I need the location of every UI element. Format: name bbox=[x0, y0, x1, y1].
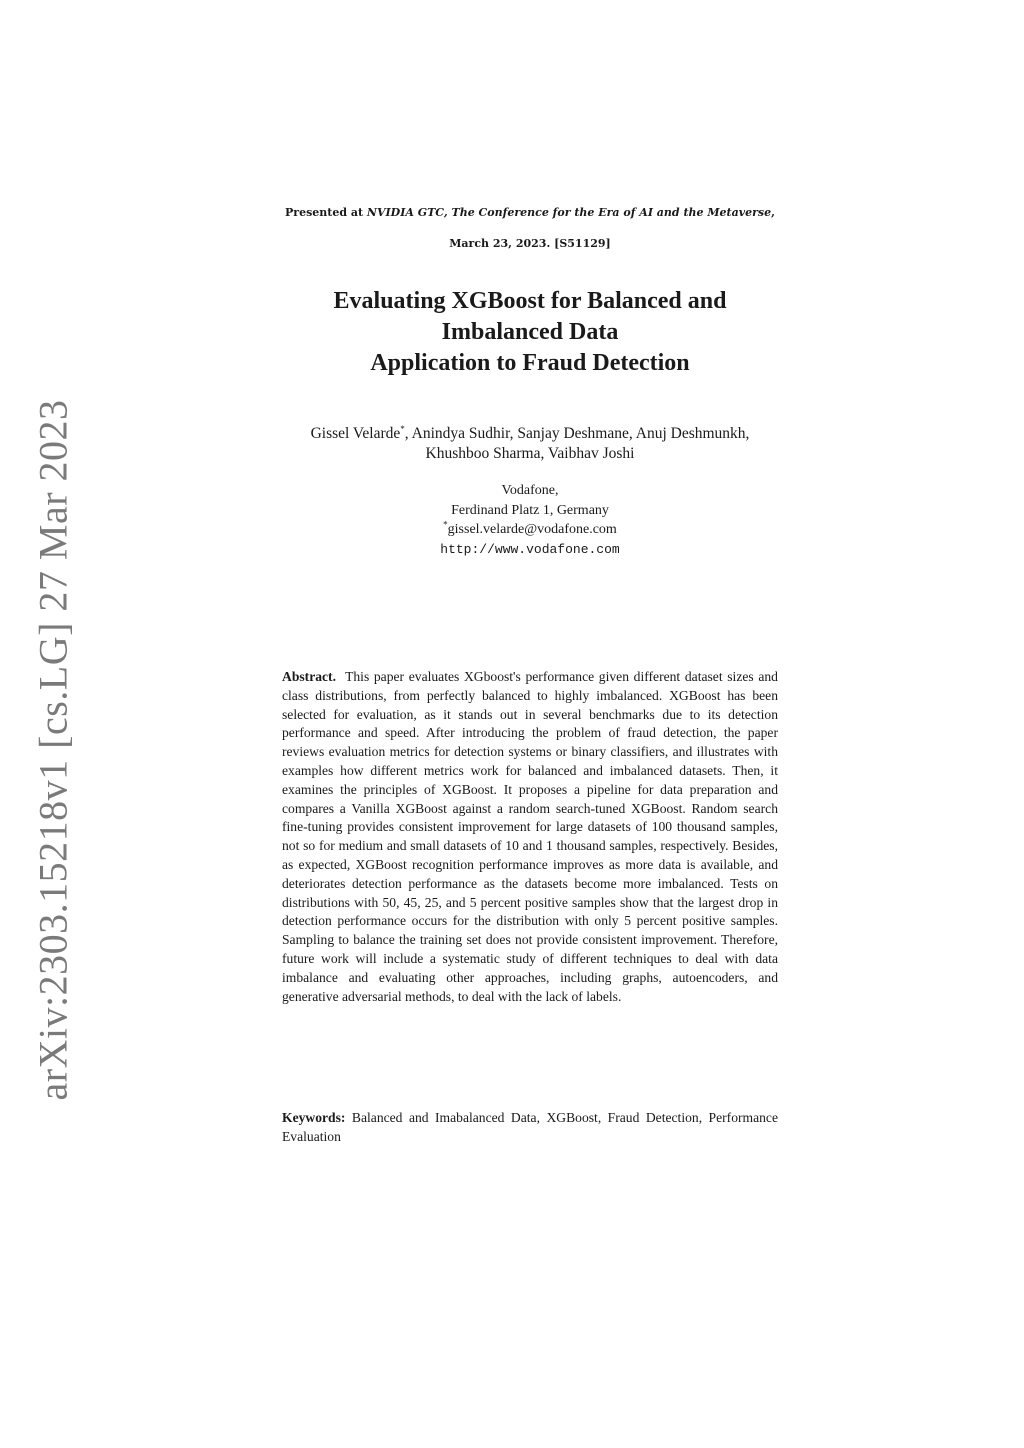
title-line-3: Application to Fraud Detection bbox=[370, 350, 690, 376]
venue-suffix: , bbox=[771, 206, 775, 219]
authors-line-2: Khushboo Sharma, Vaibhav Joshi bbox=[425, 445, 635, 462]
keywords-label: Keywords: bbox=[282, 1110, 346, 1125]
paper-title bbox=[0, 286, 1024, 379]
abstract-text: This paper evaluates XGboost's performance given different dataset sizes and class distributions, from perfectly balanced to highly imbalanced. XGBoost has been selected for evaluation, as it stands out in several benchmarks due to its detection performance and speed. After introducing the problem of fraud detection, the paper reviews evaluation metrics for detection systems or binary classifiers, and illustrates with examples how different metrics work for balanced and imbalanced datasets. Then, it examines the principles of XGBoost. It proposes a pipeline for data preparation and compares a Vanilla XGBoost against a random search-tuned XGBoost. Random search fine-tuning provides consistent improvement for large datasets of 100 thousand samples, not so for medium and small datasets of 10 and 1 thousand samples, respectively. Besides, as expected, XGBoost recognition performance improves as more data is available, and deteriorates detection performance as the datasets become more imbalanced. Tests on distributions with 50, 45, 25, and 5 percent positive samples show that the largest drop in detection performance occurs for the distribution with only 5 percent positive samples. Sampling to balance the training set does not provide consistent improvement. Therefore, future work will include a systematic study of different techniques to deal with data imbalance and evaluating other approaches, including graphs, autoencoders, and generative adversarial methods, to deal with the lack of labels. bbox=[282, 669, 778, 1004]
first-author: Gissel Velarde bbox=[310, 425, 401, 442]
conference-name: NVIDIA GTC, The Conference for the Era of AI and the Metaverse bbox=[366, 206, 772, 219]
affiliation-email-line bbox=[0, 520, 1024, 540]
abstract bbox=[282, 668, 778, 1006]
keywords bbox=[282, 1109, 778, 1147]
other-authors: , Anindya Sudhir, Sanjay Deshmane, Anuj Deshmunkh, bbox=[404, 425, 750, 442]
affiliation bbox=[0, 481, 1024, 559]
title-line-2: Imbalanced Data bbox=[441, 319, 619, 345]
website-link[interactable]: http://www.vodafone.com bbox=[440, 541, 620, 557]
corresponding-mark: * bbox=[400, 423, 405, 434]
venue-line bbox=[0, 206, 1024, 219]
title-line-1: Evaluating XGBoost for Balanced and bbox=[333, 288, 727, 314]
venue-prefix: Presented at bbox=[285, 206, 367, 219]
email-link[interactable]: gissel.velarde@vodafone.com bbox=[447, 522, 617, 537]
authors-line-1 bbox=[0, 424, 1024, 444]
abstract-label: Abstract. bbox=[282, 669, 336, 684]
author-list bbox=[0, 424, 1024, 464]
arxiv-identifier: arXiv:2303.15218v1 [cs.LG] 27 Mar 2023 bbox=[30, 399, 76, 1101]
affiliation-org: Vodafone, bbox=[501, 483, 559, 498]
venue-date: March 23, 2023. [S51129] bbox=[449, 237, 611, 250]
keywords-text: Balanced and Imabalanced Data, XGBoost, Fraud Detection, Performance Evaluation bbox=[282, 1110, 778, 1144]
email-mark: * bbox=[443, 519, 448, 530]
affiliation-address: Ferdinand Platz 1, Germany bbox=[451, 502, 609, 518]
